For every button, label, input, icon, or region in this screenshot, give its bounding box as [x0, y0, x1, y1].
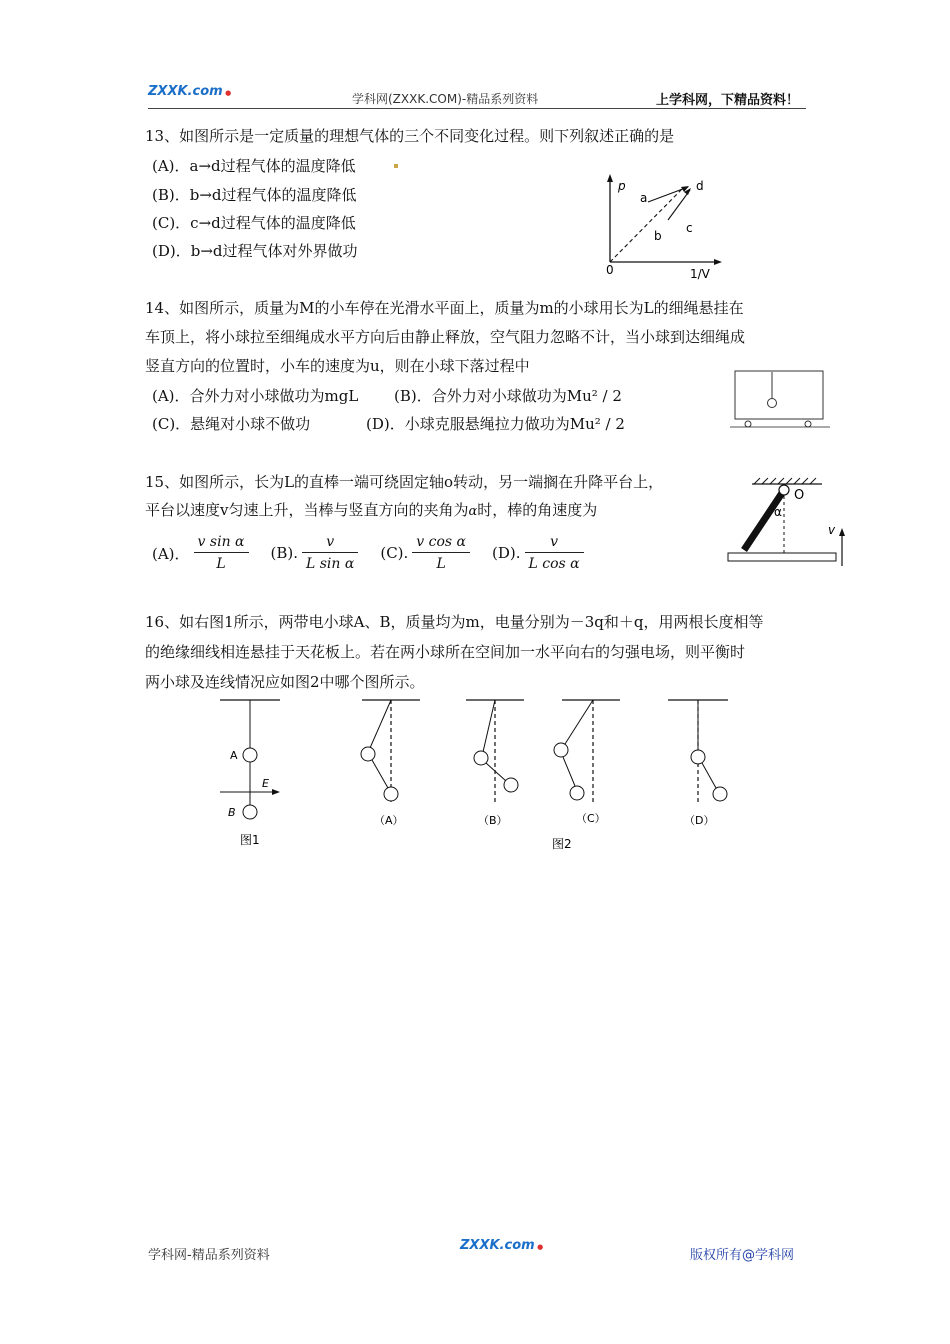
- q14-cart-body: [735, 371, 823, 419]
- q15-alpha-symbol: α: [468, 504, 478, 519]
- q14-wheel-right: [805, 421, 811, 427]
- q16-stem-line3: 两小球及连线情况应如图2中哪个图所示。: [145, 673, 425, 691]
- q13-option-b: (B)．b→d过程气体的温度降低: [152, 186, 357, 204]
- q14-option-b: (B)．合外力对小球做功为Mu² / 2: [394, 387, 622, 405]
- q15-option-d-fraction: $\frac{v}{\text{L cos α}}$: [525, 534, 584, 572]
- q14-wheel-left: [745, 421, 751, 427]
- q15-stem-line2: 平台以速度v匀速上升，当棒与竖直方向的夹角为α时，棒的角速度为: [145, 501, 598, 519]
- q16-fig1-label-b: B: [228, 806, 236, 819]
- footer-left: 学科网-精品系列资料: [148, 1248, 270, 1263]
- q15-option-b-label: (B).: [270, 544, 298, 562]
- footer-logo: ZXXK.com ●: [460, 1238, 544, 1253]
- q16-fig1-ball-a: [243, 748, 257, 762]
- footer-right: 版权所有@学科网: [690, 1248, 795, 1263]
- q14-stem-line2: 车顶上，将小球拉至细绳成水平方向后由静止释放，空气阻力忽略不计，当小球到达细绳成: [145, 328, 746, 346]
- q16-fig2-label-b: （B）: [478, 814, 508, 827]
- q15-platform: [728, 553, 836, 561]
- stray-dot: [394, 164, 398, 168]
- q15-rod: [744, 490, 784, 550]
- q15-option-a-fraction: $\frac{\text{v sin α}}{L}$: [194, 534, 249, 572]
- q15-label-alpha: α: [774, 505, 782, 519]
- q15-options-row: [152, 534, 588, 572]
- q15-stem-line1: 15、如图所示，长为L的直棒一端可绕固定轴o转动，另一端搁在升降平台上，: [145, 473, 664, 491]
- q13-option-d: (D)．b→d过程气体对外界做功: [152, 242, 358, 260]
- q16-fig2-caption: 图2: [552, 837, 572, 851]
- q14-cart-figure: [728, 366, 832, 432]
- q16-stem-line1: 16、如右图1所示，两带电小球A、B，质量均为m，电量分别为－3q和＋q，用两根长度相等: [145, 613, 764, 631]
- header-logo: ZXXK.com ●: [148, 84, 232, 99]
- q15-option-a-label: (A)．: [152, 544, 190, 563]
- q13-label-p: p: [618, 179, 626, 193]
- q15-label-v: v: [828, 523, 836, 537]
- q13-option-c: (C)．c→d过程气体的温度降低: [152, 214, 356, 232]
- q16-fig1-label-a: A: [230, 749, 238, 762]
- q16-fig2-option-c: [554, 700, 620, 825]
- q15-option-d-label: (D).: [492, 544, 521, 562]
- q14-stem-line1: 14、如图所示，质量为M的小车停在光滑水平面上，质量为m的小球用长为L的细绳悬挂在: [145, 299, 744, 317]
- q15-option-c-label: (C).: [380, 544, 409, 562]
- q13-label-d: d: [696, 179, 704, 193]
- q16-fig1: [214, 692, 304, 852]
- q13-label-a: a: [640, 191, 648, 205]
- q13-line-ad: [648, 187, 688, 202]
- q16-fig1-label-e: E: [262, 777, 269, 790]
- q15-rod-figure: [722, 474, 846, 570]
- q13-pv-graph: [596, 170, 736, 282]
- header-center-title: 学科网(ZXXK.COM)-精品系列资料: [352, 92, 539, 106]
- q15-option-b-fraction: $\frac{v}{\text{L sin α}}$: [302, 534, 358, 572]
- q13-label-c: c: [686, 221, 693, 235]
- q15-pivot: [779, 485, 789, 495]
- q14-ball: [768, 399, 777, 408]
- q16-fig2-label-a: （A）: [374, 814, 404, 827]
- header-right-slogan: 上学科网，下精品资料！: [656, 93, 800, 108]
- q16-stem-line2: 的绝缘细线相连悬挂于天花板上。若在两小球所在空间加一水平向右的匀强电场，则平衡时: [145, 643, 746, 661]
- q16-fig2: [350, 692, 740, 858]
- q16-fig2-option-d: [668, 700, 728, 827]
- q16-fig2-label-d: （D）: [684, 814, 715, 827]
- q15-option-c-fraction: $\frac{\text{v cos α}}{L}$: [412, 534, 470, 572]
- q14-option-a: (A)．合外力对小球做功为mgL: [152, 387, 359, 405]
- q15-label-o: O: [794, 488, 805, 503]
- q16-fig1-caption: 图1: [240, 833, 260, 847]
- q14-stem-line3: 竖直方向的位置时，小车的速度为u，则在小球下落过程中: [145, 357, 530, 375]
- q16-fig1-ball-b: [243, 805, 257, 819]
- q16-fig2-option-b: [466, 700, 524, 827]
- q13-line-cd: [668, 190, 690, 220]
- q14-option-c: (C)．悬绳对小球不做功: [152, 415, 311, 433]
- q13-label-b: b: [654, 229, 662, 243]
- q13-label-x: 1/V: [690, 267, 710, 281]
- q13-option-a: (A)．a→d过程气体的温度降低: [152, 157, 356, 175]
- q13-label-origin: 0: [606, 263, 614, 277]
- q14-option-d: (D)．小球克服悬绳拉力做功为Mu² / 2: [366, 415, 625, 433]
- header-rule: [148, 108, 806, 109]
- q16-fig2-label-c: （C）: [576, 812, 606, 825]
- q16-fig2-option-a: [361, 700, 420, 827]
- q13-stem: 13、如图所示是一定质量的理想气体的三个不同变化过程。则下列叙述正确的是: [145, 127, 675, 145]
